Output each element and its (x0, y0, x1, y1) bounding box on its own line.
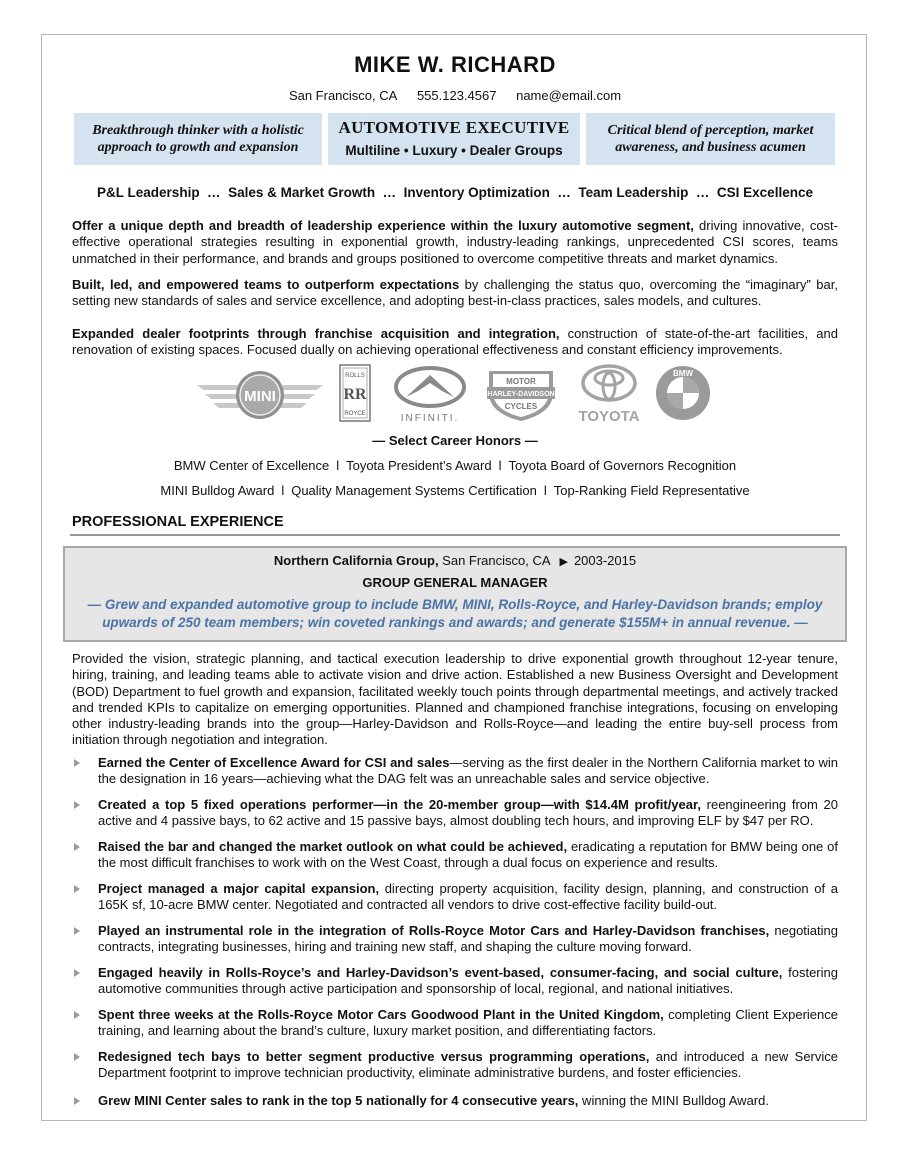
summary-lead-3: Expanded dealer footprints through franchise acquisition and integration, (72, 326, 560, 341)
achievement-item (98, 965, 838, 998)
achievement-item (98, 1007, 838, 1040)
honor-item: Quality Management Systems Certification (291, 483, 537, 498)
company-location: San Francisco, CA (438, 553, 550, 568)
achievement-item (98, 1093, 838, 1109)
achievement-body: reengineering from 20 active and 4 passive bays, to 62 active and 15 passive bays, almost doubling tech hours, and improving ELF by $47 per RO. (98, 797, 838, 829)
summary-body-2: by challenging the status quo, overcoming the “imaginary” bar, setting new standards of sales and service excellence, and adopting best-in-class practices, sales models, and cultures. (72, 277, 838, 309)
bmw-logo (655, 363, 711, 423)
infiniti-logo-text: INFINITI. (400, 413, 460, 423)
candidate-name: MIKE W. RICHARD (354, 52, 556, 77)
summary-body-1: driving innovative, cost-effective operational strategies resulting in exponential growth, industry-leading rankings, unprecedented CSI scores, teams unmatched in their performance, and brands and groups positioned to overcome competitive threats and market dynamics. (72, 218, 838, 266)
job-title: GROUP GENERAL MANAGER (362, 575, 548, 590)
summary-lead-2: Built, led, and empowered teams to outperform expectations (72, 277, 460, 292)
career-honors-title: — Select Career Honors — (372, 433, 538, 448)
achievement-body: completing Client Experience training, and learning about the brand’s culture, luxury market position, and differentiating factors. (98, 1007, 838, 1039)
honor-item: Toyota President’s Award (346, 458, 492, 473)
bullet-arrow-icon (74, 927, 80, 935)
achievement-lead: Engaged heavily in Rolls-Royce’s and Harley-Davidson’s event-based, consumer-facing, and social culture, (98, 965, 783, 980)
mini-logo-text: MINI (244, 388, 276, 405)
achievement-item (98, 923, 838, 956)
honors-line-1 (0, 458, 910, 473)
toyota-logo (573, 363, 645, 425)
tagline-right-text: Critical blend of perception, market awareness, and business acumen (607, 123, 814, 155)
harley-davidson-logo (483, 363, 559, 423)
job-dates: 2003-2015 (573, 553, 637, 568)
tagline-center (328, 113, 580, 165)
bmw-logo-text: BMW (673, 369, 693, 378)
rolls-royce-logo (338, 363, 372, 423)
harley-bottom-text: CYCLES (504, 402, 538, 411)
achievement-lead: Grew MINI Center sales to rank in the top 5 nationally for 4 consecutive years, (98, 1093, 579, 1108)
section-divider (70, 534, 840, 536)
bullet-arrow-icon (74, 1097, 80, 1105)
company-name: Northern California Group, (273, 553, 439, 568)
headline-title: AUTOMOTIVE EXECUTIVE (338, 118, 570, 137)
achievement-body: negotiating contracts, integrating businesses, hiring and training new staff, and shaping the culture moving forward. (98, 923, 838, 955)
section-title-experience: PROFESSIONAL EXPERIENCE (72, 514, 284, 530)
summary-lead-1: Offer a unique depth and breadth of leadership experience within the luxury automotive segment, (72, 218, 694, 233)
brand-logos (195, 363, 715, 425)
bullet-arrow-icon (74, 1011, 80, 1019)
summary-paragraph-3 (72, 326, 838, 359)
tagline-right (586, 113, 835, 165)
bullet-arrow-icon (74, 801, 80, 809)
honor-separator: l (498, 458, 502, 473)
achievement-item (98, 839, 838, 872)
achievement-body: eradicating a reputation for BMW being one of the most difficult franchises to work with on the West Coast, through a dual focus on experience and results. (98, 839, 838, 871)
job-header-box (63, 546, 847, 642)
honor-separator: l (281, 483, 285, 498)
bullet-arrow-icon (74, 759, 80, 767)
honor-separator: l (336, 458, 340, 473)
bullet-arrow-icon (74, 1053, 80, 1061)
contact-line (0, 88, 910, 103)
achievement-lead: Spent three weeks at the Rolls-Royce Motor Cars Goodwood Plant in the United Kingdom, (98, 1007, 664, 1022)
headline-subtitle: Multiline • Luxury • Dealer Groups (345, 143, 563, 158)
job-company-line (65, 553, 845, 568)
achievement-lead: Raised the bar and changed the market outlook on what could be achieved, (98, 839, 568, 854)
achievement-lead: Project managed a major capital expansion, (98, 881, 380, 896)
job-description: Provided the vision, strategic planning, and tactical execution leadership to drive exponential growth throughout 12-year tenure, hiring, training, and leading teams able to activate vision and drive action. Established a new Business Oversight and Development (BOD) Department to fuel growth and expansion, facilitated weekly touch points through departmental meetings, and actively tracked and trended KPIs to capitalize on emerging opportunities. Planned and championed franchise integrations, focusing on enveloping other industry-leading brands into the group—Harley-Davidson and Rolls-Royce—and leading the entire buy-sell process from initiation through negotiation and integration. (72, 651, 838, 748)
toyota-logo-text: TOYOTA (578, 408, 640, 425)
honors-line-2 (0, 483, 910, 498)
achievement-body: and introduced a new Service Department footprint to improve technician productivity, eliminate administrative burdens, and foster efficiencies. (98, 1049, 839, 1081)
achievement-item (98, 1049, 838, 1082)
honor-item: BMW Center of Excellence (173, 458, 330, 473)
bullet-arrow-icon (74, 843, 80, 851)
achievement-body: winning the MINI Bulldog Award. (578, 1093, 769, 1108)
phone-text: 555.123.4567 (416, 88, 497, 103)
bullet-arrow-icon (74, 969, 80, 977)
achievement-lead: Created a top 5 fixed operations performer—in the 20-member group—with $14.4M profit/year, (98, 797, 701, 812)
location-text: San Francisco, CA (288, 88, 398, 103)
summary-paragraph-1 (72, 218, 838, 267)
achievement-body: fostering automotive communities through active participation and sponsorship of local, regional, and national initiatives. (98, 965, 838, 997)
achievement-item (98, 755, 838, 788)
rolls-bottom-text: ROYCE (344, 411, 366, 417)
summary-paragraph-2 (72, 277, 838, 310)
honor-item: Top-Ranking Field Representative (553, 483, 750, 498)
achievement-item (98, 797, 838, 830)
achievement-item (98, 881, 838, 914)
core-competencies: P&L Leadership … Sales & Market Growth … Inventory Optimization … Team Leadership … CSI Excellence (97, 185, 813, 200)
rolls-top-text: ROLLS (345, 373, 365, 379)
rolls-mark-text: RR (343, 386, 367, 403)
tagline-left-text: Breakthrough thinker with a holistic approach to growth and expansion (92, 123, 304, 155)
honor-separator: l (543, 483, 547, 498)
mini-wings-logo (195, 363, 325, 423)
achievement-body: directing property acquisition, facility design, planning, and construction of a 165K sf, 10-acre BMW center. Negotiated and contracted all vendors to drive cost-effective facility build-out. (98, 881, 838, 913)
honor-item: MINI Bulldog Award (160, 483, 275, 498)
bullet-arrow-icon (74, 885, 80, 893)
achievement-lead: Redesigned tech bays to better segment productive versus programming operations, (98, 1049, 650, 1064)
honor-item: Toyota Board of Governors Recognition (508, 458, 737, 473)
achievement-body: —serving as the first dealer in the Northern California market to win the designation in 16 years—achieving what the DAG felt was an unreachable sales and service objective. (98, 755, 838, 787)
infiniti-logo (390, 363, 472, 423)
achievement-lead: Played an instrumental role in the integration of Rolls-Royce Motor Cars and Harley-Davidson franchises, (98, 923, 770, 938)
email-text: name@email.com (516, 88, 622, 103)
harley-mid-text: HARLEY-DAVIDSON (487, 391, 555, 398)
arrow-right-icon: ▶ (559, 556, 568, 568)
tagline-left (74, 113, 322, 165)
job-summary: — Grew and expanded automotive group to include BMW, MINI, Rolls-Royce, and Harley-Davidson brands; employ upwards of 250 team members; win coveted rankings and awards; and generate $155M+ in annual revenue. — (87, 597, 823, 630)
achievement-lead: Earned the Center of Excellence Award for CSI and sales (98, 755, 450, 770)
summary-body-3: construction of state-of-the-art facilities, and renovation of existing spaces. Focused dually on achieving operational effectiveness and constant efficiency improvements. (72, 326, 838, 358)
harley-top-text: MOTOR (506, 377, 536, 386)
